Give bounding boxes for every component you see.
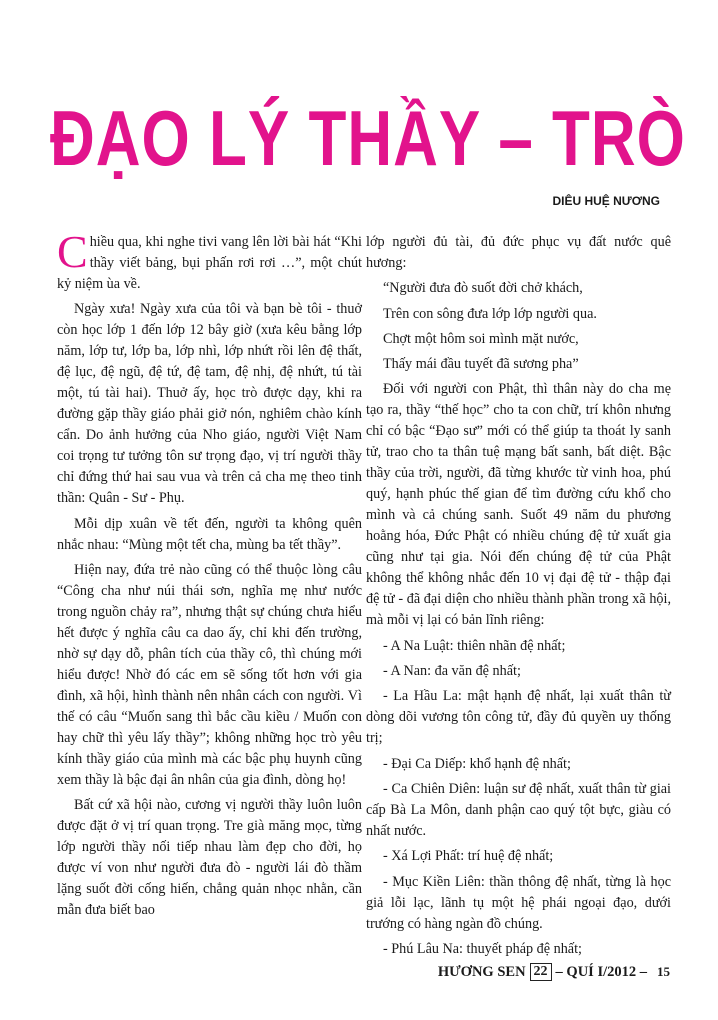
page-number: 15 (657, 964, 670, 979)
article-title: ĐẠO LÝ THẦY – TRÒ (50, 96, 686, 183)
paragraph-text: hiều qua, khi nghe tivi vang lên lời bài hát “Khi thầy viết bảng, bụi phấn rơi rơi …”, một chút kỷ niệm ùa về. (57, 234, 362, 292)
magazine-name: HƯƠNG SEN (437, 963, 526, 980)
verse-line: Thấy mái đầu tuyết đã sương pha” (383, 356, 579, 373)
right-column (366, 232, 671, 964)
paragraph: Ngày xưa! Ngày xưa của tôi và bạn bè tôi - thuở còn học lớp 1 đến lớp 12 bây giờ (xưa kêu bằng lớp năm, lớp tư, lớp ba, lớp nhì, lớp nhứt rồi lên đệ thất, đệ lục, đệ ngũ, đệ tứ, đệ tam, đệ nhị, đệ nhứt, tú tài một, tú tài hai). Thuở ấy, học trò được dạy, khi ra đường gặp thầy giáo phải giở nón, nghiêm chào kính cẩn. Do ảnh hưởng của Nho giáo, người Việt Nam coi trọng tư tưởng tôn sư trọng đạo, vị trí người thầy chỉ đứng thứ hai sau vua và trên cả cha mẹ theo tinh thần: Quân - Sư - Phụ. (57, 301, 362, 507)
disciple-item: - Đại Ca Diếp: khổ hạnh đệ nhất; (383, 755, 571, 772)
continued-paragraph: lớp người đủ tài, đủ đức phục vụ đất nước quê hương: (366, 234, 671, 271)
disciple-item: - A Nan: đa văn đệ nhất; (383, 663, 521, 680)
disciple-item: - Ca Chiên Diên: luận sư đệ nhất, xuất thân từ giai cấp Bà La Môn, danh phận cao quý tột bực, giàu có nhất nước. (366, 780, 671, 839)
paragraph: Hiện nay, đứa trẻ nào cũng có thể thuộc lòng câu “Công cha như núi thái sơn, nghĩa mẹ như nước trong nguồn chảy ra”, nhưng thật sự chúng chưa hiểu hết được ý nghĩa câu ca dao ấy, chỉ khi đến trường, nhờ sự dạy dỗ, phân tích của thầy cô, thì chúng mới hiểu được! Nhờ đó các em sẽ sống tốt hơn với gia đình, xã hội, hình thành nên nhân cách con người. Vì thế có câu “Muốn sang thì bắc cầu kiều / Muốn con hay chữ thì yêu lấy thầy”; không những học trò yêu kính thầy giáo của mình mà các bậc phụ huynh cũng xem thầy là bậc đại ân nhân của gia đình, dòng họ! (57, 561, 362, 788)
lead-paragraph (57, 226, 362, 295)
disciple-item: - Xá Lợi Phất: trí huệ đệ nhất; (383, 848, 554, 865)
verse-line: Chợt một hôm soi mình mặt nước, (383, 330, 579, 347)
paragraph: Mỗi dịp xuân về tết đến, người ta không quên nhắc nhau: “Mùng một tết cha, mùng ba tết thầy”. (57, 515, 362, 553)
paragraph: Bất cứ xã hội nào, cương vị người thầy luôn luôn được đặt ở vị trí quan trọng. Tre già măng mọc, từng lớp người thầy nối tiếp nhau làm đẹp cho đời, họ được ví von như người đưa đò - người lái đò thầm lặng suốt đời cống hiến, chẳng quản nhọc nhằn, cần mẫn đưa biết bao (57, 797, 362, 919)
disciple-item: - A Na Luật: thiên nhãn đệ nhất; (383, 637, 566, 654)
author-name: DIÊU HUỆ NƯƠNG (552, 194, 660, 208)
disciple-item: - Mục Kiền Liên: thần thông đệ nhất, từng là học giả lỗi lạc, lãnh tụ một hệ phái ngoại đạo, dưới trướng có hàng ngàn đồ chúng. (366, 873, 671, 932)
left-column (57, 226, 362, 925)
issue-period: – QUÍ I/2012 – (555, 963, 647, 980)
paragraph: Đối với người con Phật, thì thân này do cha mẹ tạo ra, thầy “thế học” cho ta con chữ, trí khôn nhưng chỉ có bậc “Đạo sư” mới có thể giúp ta thoát ly sanh tử, trao cho ta thân tuệ mạng bất sanh, bất diệt. Bậc thầy của trời, người, đã từng khước từ vinh hoa, phú quý, hạnh phúc thế gian để tìm đường cứu khổ cho mình và cả chúng sanh. Suốt 49 năm du phương hoằng hóa, Đức Phật có nhiều chúng đệ tử xuất gia cũng như tại gia. Nói đến chúng đệ tử của Phật không thể không nhắc đến 10 vị đại đệ tử - thập đại đệ tử - đã đại diện cho nhiều thành phần trong xã hội, mà mỗi vị lại có bản lĩnh riêng: (366, 381, 671, 629)
verse-line: “Người đưa đò suốt đời chở khách, (383, 280, 583, 297)
issue-number: 22 (530, 963, 552, 981)
disciple-item: - La Hầu La: mật hạnh đệ nhất, lại xuất thân từ dòng dõi vương tôn công tử, đầy đủ quyền uy thống trị; (366, 688, 671, 747)
page-footer (360, 963, 670, 981)
verse-line: Trên con sông đưa lớp lớp người qua. (383, 305, 597, 322)
drop-cap: C (57, 226, 88, 277)
disciple-item: - Phú Lâu Na: thuyết pháp đệ nhất; (383, 940, 582, 957)
